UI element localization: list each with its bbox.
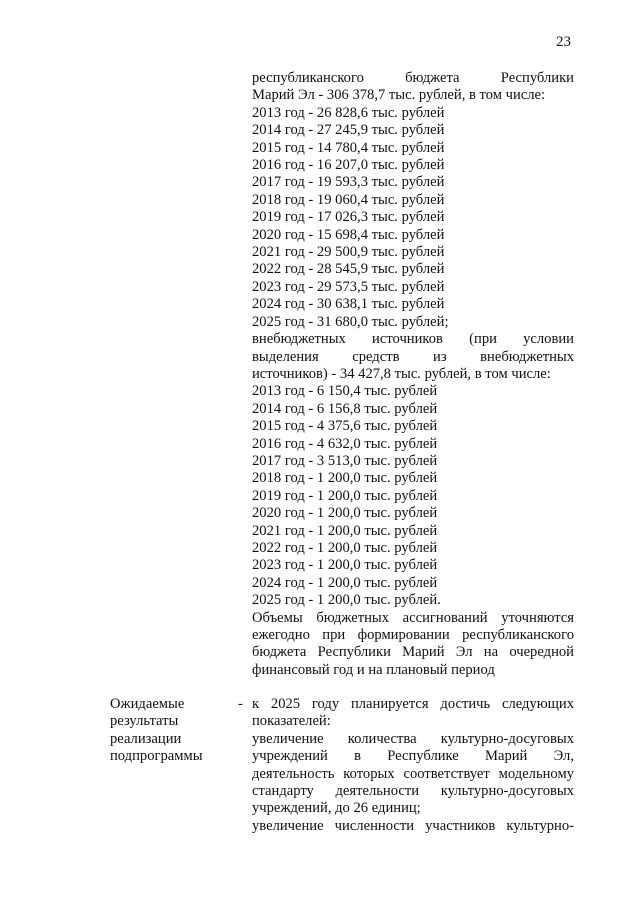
- extra-budget-line: внебюджетных источников (при условии: [252, 331, 574, 348]
- extra-year-line: 2016 год - 4 632,0 тыс. рублей: [252, 435, 438, 452]
- extra-year-line: 2023 год - 1 200,0 тыс. рублей: [252, 557, 438, 574]
- extra-year-line: 2025 год - 1 200,0 тыс. рублей.: [252, 592, 441, 609]
- republic-year-line: 2020 год - 15 698,4 тыс. рублей: [252, 226, 445, 243]
- republic-year-line: 2014 год - 27 245,9 тыс. рублей: [252, 122, 445, 139]
- expected-results-block: [252, 696, 574, 835]
- republic-year-line: 2018 год - 19 060,4 тыс. рублей: [252, 191, 445, 208]
- note-line: финансовый год и на плановый период: [252, 661, 495, 678]
- expected-line: показателей:: [252, 713, 331, 730]
- label-line: результаты: [110, 713, 179, 730]
- expected-line: деятельность которых соответствует модельному: [252, 765, 574, 782]
- note-line: Объемы бюджетных ассигнований уточняются: [252, 609, 574, 626]
- extra-year-line: 2020 год - 1 200,0 тыс. рублей: [252, 505, 438, 522]
- extra-year-line: 2021 год - 1 200,0 тыс. рублей: [252, 522, 438, 539]
- republic-year-line: 2022 год - 28 545,9 тыс. рублей: [252, 261, 445, 278]
- extra-year-line: 2017 год - 3 513,0 тыс. рублей: [252, 452, 438, 469]
- dash-separator: -: [238, 696, 243, 712]
- label-line: реализации: [110, 730, 182, 747]
- republic-year-line: 2025 год - 31 680,0 тыс. рублей;: [252, 313, 449, 330]
- expected-line: учреждений в Республике Марий Эл,: [252, 748, 574, 765]
- republic-year-line: 2021 год - 29 500,9 тыс. рублей: [252, 244, 445, 261]
- extra-budget-line: источников) - 34 427,8 тыс. рублей, в том числе:: [252, 365, 551, 382]
- republic-year-line: 2019 год - 17 026,3 тыс. рублей: [252, 209, 445, 226]
- republic-year-line: 2017 год - 19 593,3 тыс. рублей: [252, 174, 445, 191]
- note-line: бюджета Республики Марий Эл на очередной: [252, 644, 574, 661]
- page-number: 23: [556, 34, 571, 50]
- expected-results-label: [110, 696, 230, 766]
- extra-year-line: 2015 год - 4 375,6 тыс. рублей: [252, 418, 438, 435]
- extra-budget-line: выделения средств из внебюджетных: [252, 348, 574, 365]
- extra-year-line: 2018 год - 1 200,0 тыс. рублей: [252, 470, 438, 487]
- expected-line: увеличение количества культурно-досуговых: [252, 730, 574, 747]
- extra-year-line: 2024 год - 1 200,0 тыс. рублей: [252, 574, 438, 591]
- financing-intro-line: республиканского бюджета Республики: [252, 70, 574, 86]
- label-line: Ожидаемые: [110, 696, 185, 712]
- republic-year-line: 2023 год - 29 573,5 тыс. рублей: [252, 278, 445, 295]
- expected-line: к 2025 году планируется достичь следующих: [252, 696, 574, 712]
- extra-year-line: 2019 год - 1 200,0 тыс. рублей: [252, 487, 438, 504]
- republic-year-line: 2013 год - 26 828,6 тыс. рублей: [252, 104, 445, 121]
- expected-line: стандарту деятельности культурно-досуговых: [252, 783, 574, 800]
- extra-year-line: 2022 год - 1 200,0 тыс. рублей: [252, 539, 438, 556]
- label-line: подпрограммы: [110, 748, 203, 765]
- extra-year-line: 2014 год - 6 156,8 тыс. рублей: [252, 400, 438, 417]
- expected-line: увеличение численности участников культурно-: [252, 817, 574, 834]
- financing-intro-line: Марий Эл - 306 378,7 тыс. рублей, в том числе:: [252, 87, 546, 104]
- republic-year-line: 2015 год - 14 780,4 тыс. рублей: [252, 139, 445, 156]
- expected-line: учреждений, до 26 единиц;: [252, 800, 421, 817]
- extra-year-line: 2013 год - 6 150,4 тыс. рублей: [252, 383, 438, 400]
- republic-year-line: 2016 год - 16 207,0 тыс. рублей: [252, 157, 445, 174]
- financing-block: [252, 70, 574, 679]
- note-line: ежегодно при формировании республиканского: [252, 627, 574, 643]
- republic-year-line: 2024 год - 30 638,1 тыс. рублей: [252, 296, 445, 313]
